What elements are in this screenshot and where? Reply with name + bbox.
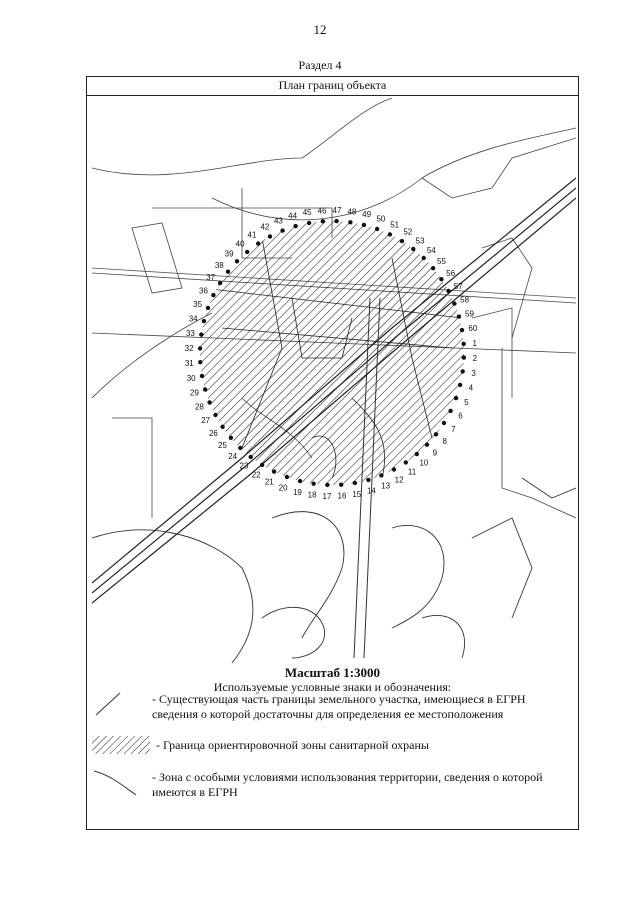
- boundary-point-label: 12: [394, 475, 404, 485]
- boundary-map: [92, 98, 576, 663]
- boundary-point: [199, 332, 203, 336]
- boundary-point: [446, 289, 450, 293]
- boundary-point: [454, 396, 458, 400]
- boundary-point: [415, 452, 419, 456]
- boundary-point: [339, 483, 343, 487]
- boundary-point: [198, 346, 202, 350]
- boundary-point: [411, 247, 415, 251]
- boundary-point-label: 56: [446, 269, 456, 278]
- boundary-point: [202, 319, 206, 323]
- boundary-point-label: 36: [199, 286, 208, 296]
- boundary-point-label: 24: [228, 451, 238, 461]
- boundary-point: [460, 328, 464, 332]
- boundary-point-label: 18: [307, 490, 317, 500]
- boundary-point: [311, 482, 315, 486]
- boundary-point: [235, 259, 239, 263]
- boundary-point-label: 50: [376, 214, 386, 224]
- boundary-point: [334, 219, 338, 223]
- boundary-point-label: 47: [332, 206, 342, 216]
- boundary-point-label: 11: [407, 467, 417, 477]
- boundary-point: [207, 400, 211, 404]
- boundary-point: [206, 306, 210, 310]
- boundary-point-label: 25: [218, 440, 227, 450]
- boundary-point: [448, 409, 452, 413]
- boundary-point: [229, 436, 233, 440]
- boundary-point-label: 28: [194, 402, 204, 412]
- boundary-point-label: 13: [381, 481, 391, 491]
- legend-item-special-zone: - Зона с особыми условиями использования территории, сведения о которой имеются в ЕГРН: [152, 770, 543, 799]
- page-number: 12: [313, 22, 327, 37]
- boundary-point: [388, 232, 392, 236]
- boundary-point: [425, 443, 429, 447]
- boundary-point: [218, 281, 222, 285]
- boundary-point-label: 27: [201, 416, 211, 426]
- boundary-point-label: 58: [460, 295, 470, 305]
- boundary-point-label: 40: [235, 239, 245, 249]
- boundary-point-label: 49: [362, 210, 372, 220]
- boundary-point-label: 34: [188, 314, 198, 324]
- boundary-point-label: 15: [352, 489, 362, 499]
- boundary-point-label: 22: [251, 470, 261, 480]
- boundary-point-label: 23: [239, 461, 249, 471]
- legend-item-sanitary-zone: - Граница ориентировочной зоны санитарной охраны: [156, 738, 429, 752]
- boundary-point-label: 29: [190, 388, 199, 398]
- boundary-point: [245, 250, 249, 254]
- legend-item-existing-boundary: - Существующая часть границы земельного участка, имеющиеся в ЕГРН сведения о которой достаточны для определения ее местоположения: [152, 692, 526, 721]
- legend-heading: Используемые условные знаки и обозначения:: [213, 680, 452, 694]
- boundary-point-label: 35: [193, 300, 203, 310]
- boundary-point-label: 2: [472, 354, 478, 363]
- boundary-point-label: 46: [317, 206, 327, 216]
- boundary-point: [348, 220, 352, 224]
- boundary-point-label: 45: [302, 208, 312, 218]
- boundary-point: [307, 221, 311, 225]
- thin-line-icon: [92, 765, 146, 797]
- hatched-area-icon: [92, 736, 150, 754]
- boundary-point: [462, 342, 466, 346]
- thin-line-icon: [92, 691, 146, 717]
- boundary-point: [256, 241, 260, 245]
- boundary-point: [375, 227, 379, 231]
- boundary-point-label: 53: [415, 236, 425, 246]
- boundary-point-label: 16: [337, 491, 347, 501]
- boundary-point: [298, 479, 302, 483]
- boundary-point: [400, 239, 404, 243]
- boundary-point-label: 8: [442, 437, 447, 446]
- boundary-point-label: 3: [471, 368, 476, 378]
- boundary-point-label: 26: [208, 429, 218, 438]
- boundary-point-label: 59: [465, 309, 474, 319]
- boundary-point-label: 38: [214, 261, 224, 270]
- boundary-point: [404, 460, 408, 464]
- boundary-point-label: 10: [419, 458, 429, 468]
- boundary-point-label: 43: [273, 216, 283, 226]
- boundary-point-label: 17: [322, 491, 332, 501]
- boundary-point: [325, 483, 329, 487]
- boundary-point: [439, 277, 443, 281]
- boundary-point-label: 6: [458, 411, 463, 421]
- boundary-point-label: 19: [292, 487, 302, 497]
- boundary-point-label: 7: [451, 424, 456, 434]
- boundary-point: [285, 475, 289, 479]
- boundary-point-label: 20: [278, 483, 288, 493]
- boundary-point: [362, 223, 366, 227]
- boundary-point: [260, 463, 264, 467]
- boundary-point-label: 32: [184, 344, 194, 353]
- boundary-point: [422, 256, 426, 260]
- boundary-point: [213, 413, 217, 417]
- boundary-point: [462, 355, 466, 359]
- boundary-point-label: 60: [468, 324, 478, 334]
- boundary-point-label: 42: [260, 222, 270, 232]
- boundary-point-label: 51: [390, 220, 400, 230]
- boundary-point-label: 31: [184, 359, 194, 368]
- boundary-point: [366, 478, 370, 482]
- boundary-point: [457, 314, 461, 318]
- boundary-point: [442, 421, 446, 425]
- boundary-point: [293, 224, 297, 228]
- boundary-point-label: 1: [472, 339, 477, 348]
- plan-title: План границ объекта: [86, 76, 579, 96]
- section-label: Раздел 4: [298, 58, 342, 72]
- boundary-point-label: 55: [437, 257, 446, 267]
- boundary-point-label: 57: [453, 281, 463, 291]
- boundary-point: [392, 467, 396, 471]
- boundary-point-label: 33: [185, 329, 195, 339]
- boundary-point: [272, 469, 276, 473]
- boundary-point: [452, 301, 456, 305]
- boundary-point-label: 21: [264, 477, 274, 487]
- boundary-point-label: 37: [206, 273, 216, 283]
- map-scale: Масштаб 1:3000: [284, 665, 381, 680]
- boundary-point: [220, 425, 224, 429]
- boundary-point: [200, 374, 204, 378]
- boundary-point: [280, 228, 284, 232]
- boundary-point: [226, 270, 230, 274]
- boundary-point-label: 4: [468, 383, 474, 393]
- boundary-point-label: 52: [403, 227, 413, 237]
- boundary-point: [434, 432, 438, 436]
- boundary-point-label: 54: [426, 246, 436, 256]
- boundary-point-label: 5: [464, 397, 469, 407]
- boundary-point: [249, 455, 253, 459]
- boundary-point: [268, 234, 272, 238]
- boundary-point: [461, 369, 465, 373]
- boundary-point-label: 39: [224, 249, 234, 259]
- boundary-point: [211, 293, 215, 297]
- boundary-point: [321, 219, 325, 223]
- boundary-point: [379, 473, 383, 477]
- boundary-point-label: 44: [288, 211, 298, 221]
- boundary-point: [458, 383, 462, 387]
- boundary-point-label: 30: [186, 373, 196, 383]
- boundary-point: [431, 266, 435, 270]
- boundary-point: [198, 360, 202, 364]
- boundary-point-label: 9: [432, 448, 438, 458]
- boundary-point-label: 41: [247, 230, 257, 240]
- map-drawing: [92, 98, 576, 663]
- boundary-point-label: 48: [347, 207, 357, 217]
- boundary-point: [238, 446, 242, 450]
- boundary-point: [353, 481, 357, 485]
- boundary-point: [203, 387, 207, 391]
- boundary-point-label: 14: [366, 486, 376, 496]
